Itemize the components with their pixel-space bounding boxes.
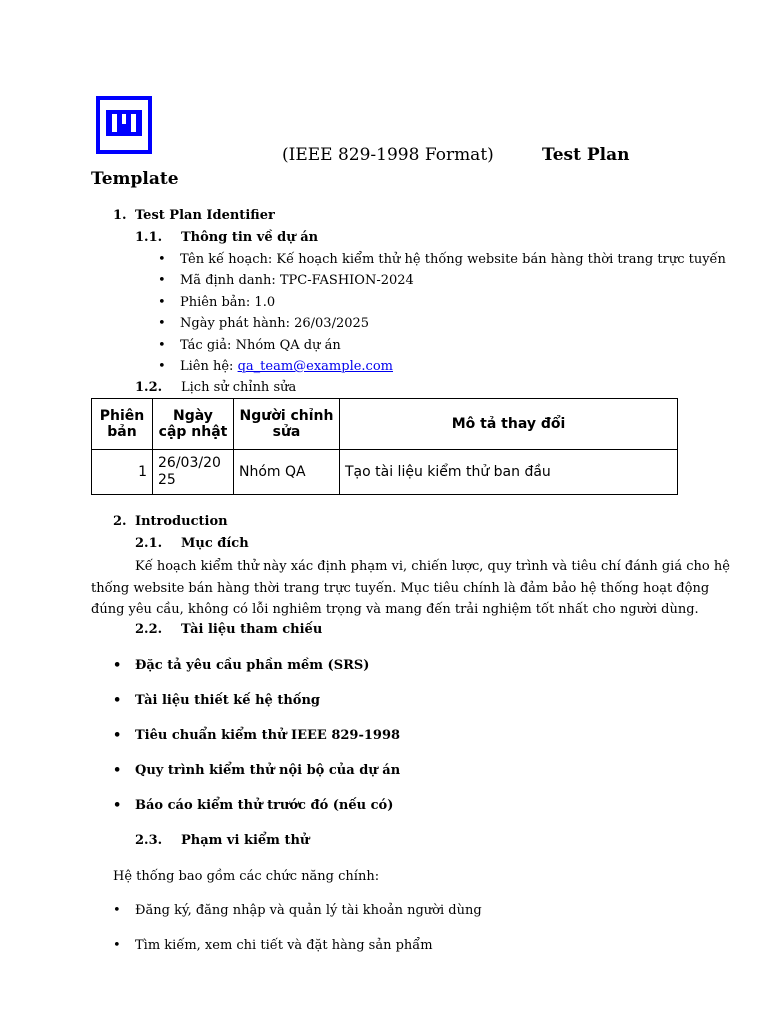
purpose-paragraph-line-1: Kế hoạch kiểm thử này xác định phạm vi, chiến lược, quy trình và tiêu chí đánh giá cho hệ [135,559,730,574]
list-item-text: Phiên bản: 1.0 [180,295,276,310]
bullet-icon: • [113,693,122,708]
section-title: Introduction [135,514,228,529]
section-2-3-heading [135,833,309,848]
logo-mark-icon [100,100,148,150]
list-item [158,273,414,288]
title-template: Template [91,169,179,189]
bullet-icon: • [113,658,122,673]
header-update-date: Ngày cập nhật [153,399,234,450]
title-format: (IEEE 829-1998 Format) [282,145,494,165]
list-item [158,252,726,267]
subsection-title: Lịch sử chỉnh sửa [181,380,297,395]
list-item [158,316,369,331]
list-item-text: Ngày phát hành: 26/03/2025 [180,316,370,331]
subsection-number: 2.3. [135,833,163,848]
revision-history-table [91,398,678,495]
section-1-heading [113,208,275,223]
section-1-2-heading [135,380,296,395]
section-title: Test Plan Identifier [135,208,275,223]
section-1-1-heading [135,230,318,245]
cell-version: 1 [92,450,153,495]
section-2-2-heading [135,622,322,637]
section-number: 2. [113,514,127,529]
subsection-title: Tài liệu tham chiếu [181,622,323,637]
bullet-icon: • [113,798,122,813]
list-item-text: Tìm kiếm, xem chi tiết và đặt hàng sản phẩm [135,938,433,953]
list-item-text: Báo cáo kiểm thử trước đó (nếu có) [135,798,394,813]
list-item-text: Tiêu chuẩn kiểm thử IEEE 829-1998 [135,728,401,743]
bullet-icon: • [158,316,166,331]
section-2-heading [113,514,228,529]
list-item-text: Đặc tả yêu cầu phần mềm (SRS) [135,658,370,673]
list-item [113,938,433,953]
list-item-text: Tài liệu thiết kế hệ thống [135,693,320,708]
bullet-icon: • [158,359,166,374]
list-item [158,338,341,353]
cell-description: Tạo tài liệu kiểm thử ban đầu [340,450,678,495]
list-item-text: Tên kế hoạch: Kế hoạch kiểm thử hệ thống website bán hàng thời trang trực tuyến [180,252,726,267]
subsection-number: 1.1. [135,230,163,245]
header-editor: Người chỉnh sửa [234,399,340,450]
contact-label: Liên hệ: [180,359,238,374]
subsection-title: Thông tin về dự án [181,230,319,245]
list-item [113,728,400,743]
list-item [158,295,275,310]
section-number: 1. [113,208,127,223]
list-item [113,798,393,813]
company-logo [96,96,152,154]
list-item [113,763,400,778]
section-2-1-heading [135,536,249,551]
bullet-icon: • [158,295,166,310]
list-item [113,658,369,673]
list-item-text: Quy trình kiểm thử nội bộ của dự án [135,763,401,778]
subsection-title: Phạm vi kiểm thử [181,833,310,848]
list-item [113,693,320,708]
bullet-icon: • [158,273,166,288]
list-item-contact [158,359,393,374]
purpose-paragraph-line-2: thống website bán hàng thời trang trực tuyến. Mục tiêu chính là đảm bảo hệ thống hoạt động [91,581,710,596]
bullet-icon: • [158,252,166,267]
bullet-icon: • [158,338,166,353]
purpose-paragraph-line-3: đúng yêu cầu, không có lỗi nghiêm trọng và mang đến trải nghiệm tốt nhất cho người dùng. [91,602,699,617]
contact-email-link[interactable]: qa_team@example.com [237,359,393,374]
cell-editor: Nhóm QA [234,450,340,495]
list-item-text: Tác giả: Nhóm QA dự án [180,338,341,353]
subsection-title: Mục đích [181,536,249,551]
cell-date: 26/03/2025 [153,450,234,495]
table-row [92,450,678,495]
bullet-icon: • [113,903,121,918]
bullet-icon: • [113,938,121,953]
header-version: Phiên bản [92,399,153,450]
table-header-row [92,399,678,450]
subsection-number: 2.2. [135,622,163,637]
list-item [113,903,482,918]
list-item-text: Mã định danh: TPC-FASHION-2024 [180,273,414,288]
scope-intro: Hệ thống bao gồm các chức năng chính: [113,869,380,884]
list-item-text: Đăng ký, đăng nhập và quản lý tài khoản người dùng [135,903,482,918]
bullet-icon: • [113,728,122,743]
title-test-plan: Test Plan [542,145,630,165]
subsection-number: 2.1. [135,536,163,551]
subsection-number: 1.2. [135,380,163,395]
header-change-description: Mô tả thay đổi [340,399,678,450]
bullet-icon: • [113,763,122,778]
